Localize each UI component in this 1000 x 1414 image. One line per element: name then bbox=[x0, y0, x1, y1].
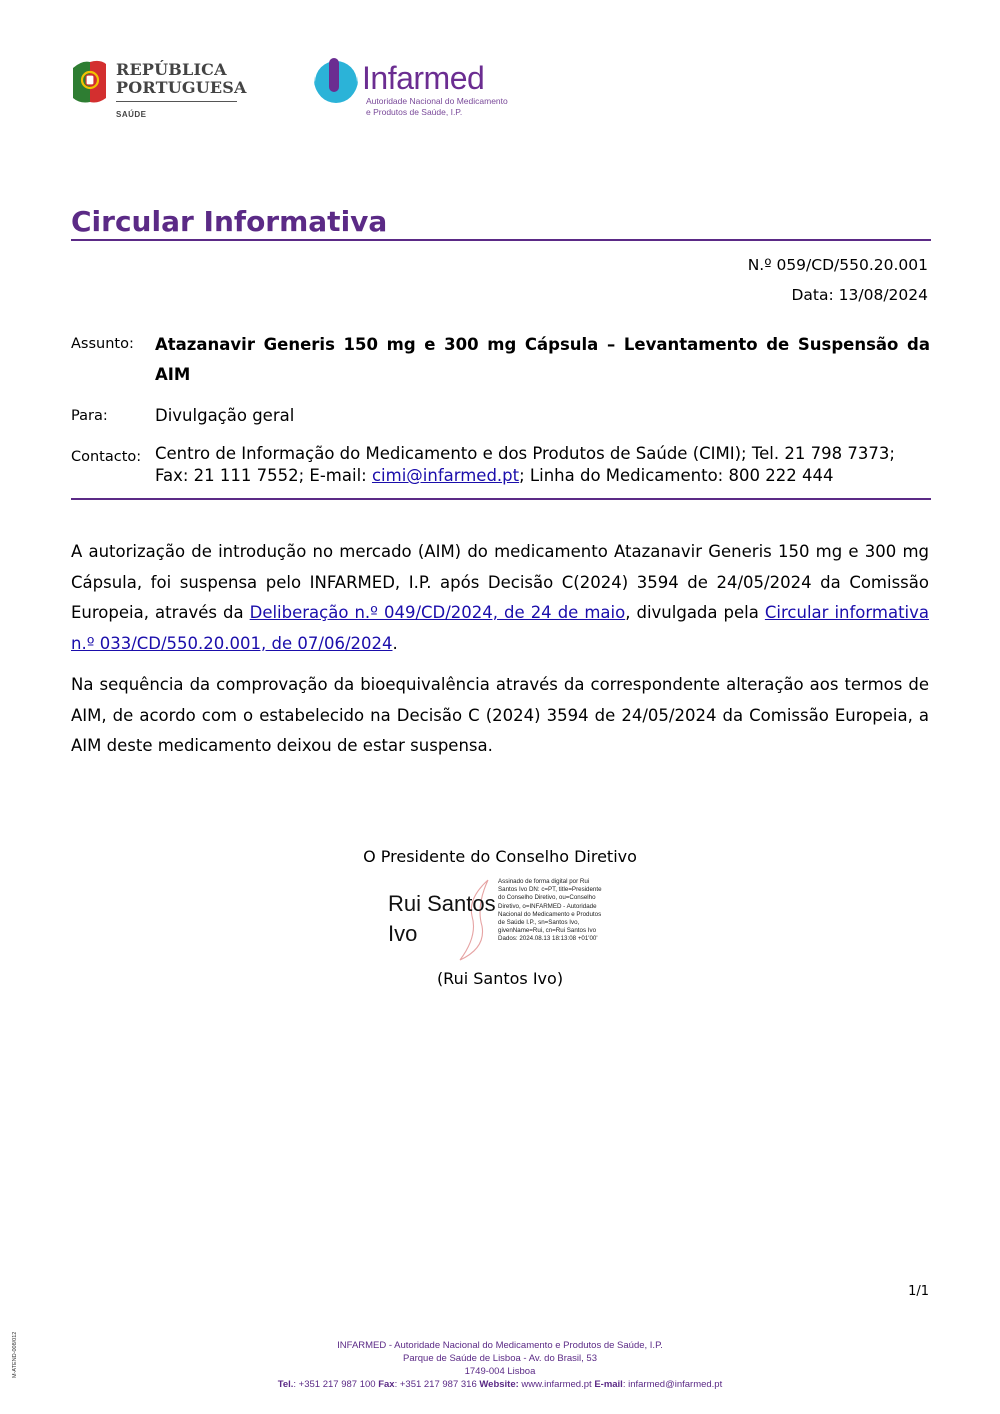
infarmed-subtitle-1: Autoridade Nacional do Medicamento bbox=[366, 96, 508, 106]
footer-website-label: Website: bbox=[479, 1379, 519, 1390]
footer-tel: : +351 217 987 100 bbox=[293, 1379, 376, 1390]
footer-fax: : +351 217 987 316 bbox=[394, 1379, 477, 1390]
infarmed-name: Infarmed bbox=[362, 60, 485, 96]
body-paragraph-2: Na sequência da comprovação da bioequivalência através da correspondente alteração aos termos de AIM, de acordo com o estabelecido na Decisão C (2024) 3594 de 24/05/2024 da Comissão Europeia, a AIM deste medicamento deixou de estar suspensa. bbox=[71, 675, 929, 755]
rp-line1: REPÚBLICA bbox=[116, 60, 227, 79]
rp-line2: PORTUGUESA bbox=[116, 78, 247, 97]
footer-contacts bbox=[0, 1379, 1000, 1392]
footer-email[interactable]: : infarmed@infarmed.pt bbox=[622, 1379, 723, 1390]
footer-tel-label: Tel. bbox=[277, 1379, 294, 1390]
assunto-value: Atazanavir Generis 150 mg e 300 mg Cápsula – Levantamento de Suspensão da AIM bbox=[155, 335, 930, 384]
title-divider bbox=[71, 239, 931, 241]
para-value: Divulgação geral bbox=[155, 406, 295, 425]
republica-portuguesa-logo bbox=[70, 58, 250, 124]
signer-title: O Presidente do Conselho Diretivo bbox=[363, 847, 637, 866]
footer-website[interactable]: www.infarmed.pt bbox=[518, 1379, 592, 1390]
page-number: 1/1 bbox=[908, 1284, 929, 1299]
digital-signature-name bbox=[388, 889, 496, 949]
infarmed-subtitle-2: e Produtos de Saúde, I.P. bbox=[366, 107, 463, 117]
contacto-label: Contacto: bbox=[71, 449, 142, 465]
circular-date: Data: 13/08/2024 bbox=[791, 286, 928, 304]
circular-number: N.º 059/CD/550.20.001 bbox=[747, 256, 928, 274]
p1-text-2: , divulgada pela bbox=[625, 603, 765, 622]
assunto-label: Assunto: bbox=[71, 336, 134, 352]
deliberacao-link[interactable]: Deliberação n.º 049/CD/2024, de 24 de maio bbox=[249, 603, 626, 622]
footer-email-label: E-mail bbox=[594, 1379, 623, 1390]
infarmed-symbol-icon bbox=[312, 56, 360, 108]
p1-text-3: . bbox=[392, 633, 398, 653]
rp-divider bbox=[116, 101, 237, 102]
p1-text-1: A autorização de introdução no mercado (AIM) do medicamento Atazanavir Generis 150 mg e 300 mg Cápsula, foi suspensa pelo INFARMED, I.P. após Decisão C(2024) 3594 de 24/05/2024 da Comissão Europeia, através da bbox=[71, 542, 929, 622]
form-code: M-ATEND-008/012 bbox=[12, 1331, 18, 1378]
infarmed-logo bbox=[312, 56, 512, 122]
page-title: Circular Informativa bbox=[71, 205, 388, 238]
contact-email-link[interactable]: cimi@infarmed.pt bbox=[371, 466, 520, 485]
meta-divider bbox=[71, 498, 931, 500]
signer-name: (Rui Santos Ivo) bbox=[436, 969, 564, 988]
signature-name-line2: Ivo bbox=[388, 921, 418, 946]
footer-address-1: Parque de Saúde de Lisboa - Av. do Brasil, 53 bbox=[402, 1353, 597, 1364]
body-paragraph-1 bbox=[71, 537, 929, 659]
signature-name-line1: Rui Santos bbox=[388, 891, 496, 916]
portugal-flag-emblem-icon bbox=[70, 58, 110, 106]
digital-signature-details: Assinado de forma digital por Rui Santos Ivo DN: c=PT, title=Presidente do Conselho Diretivo, ou=Conselho Diretivo, o=INFARMED - Autoridade Nacional do Medicamento e Produtos de Saúde I.P., sn=Santos Ivo, givenName=Rui, cn=Rui Santos Ivo Dados: 2024.08.13 18:13:08 +01'00' bbox=[498, 878, 602, 943]
contacto-text-pre: Centro de Informação do Medicamento e dos Produtos de Saúde (CIMI); Tel. 21 798 7373; Fax: 21 111 7552; E-mail: bbox=[155, 444, 895, 485]
contacto-value bbox=[155, 443, 930, 487]
circular-informativa-link[interactable]: Circular informativa n.º 033/CD/550.20.001, de 07/06/2024 bbox=[71, 603, 929, 653]
contacto-text-post: ; Linha do Medicamento: 800 222 444 bbox=[519, 466, 834, 485]
footer-organization: INFARMED - Autoridade Nacional do Medicamento e Produtos de Saúde, I.P. bbox=[337, 1340, 663, 1351]
rp-saude-label: SAÚDE bbox=[116, 110, 147, 119]
footer-fax-label: Fax bbox=[378, 1379, 395, 1390]
para-label: Para: bbox=[71, 408, 108, 424]
footer-address-2: 1749-004 Lisboa bbox=[464, 1366, 536, 1377]
